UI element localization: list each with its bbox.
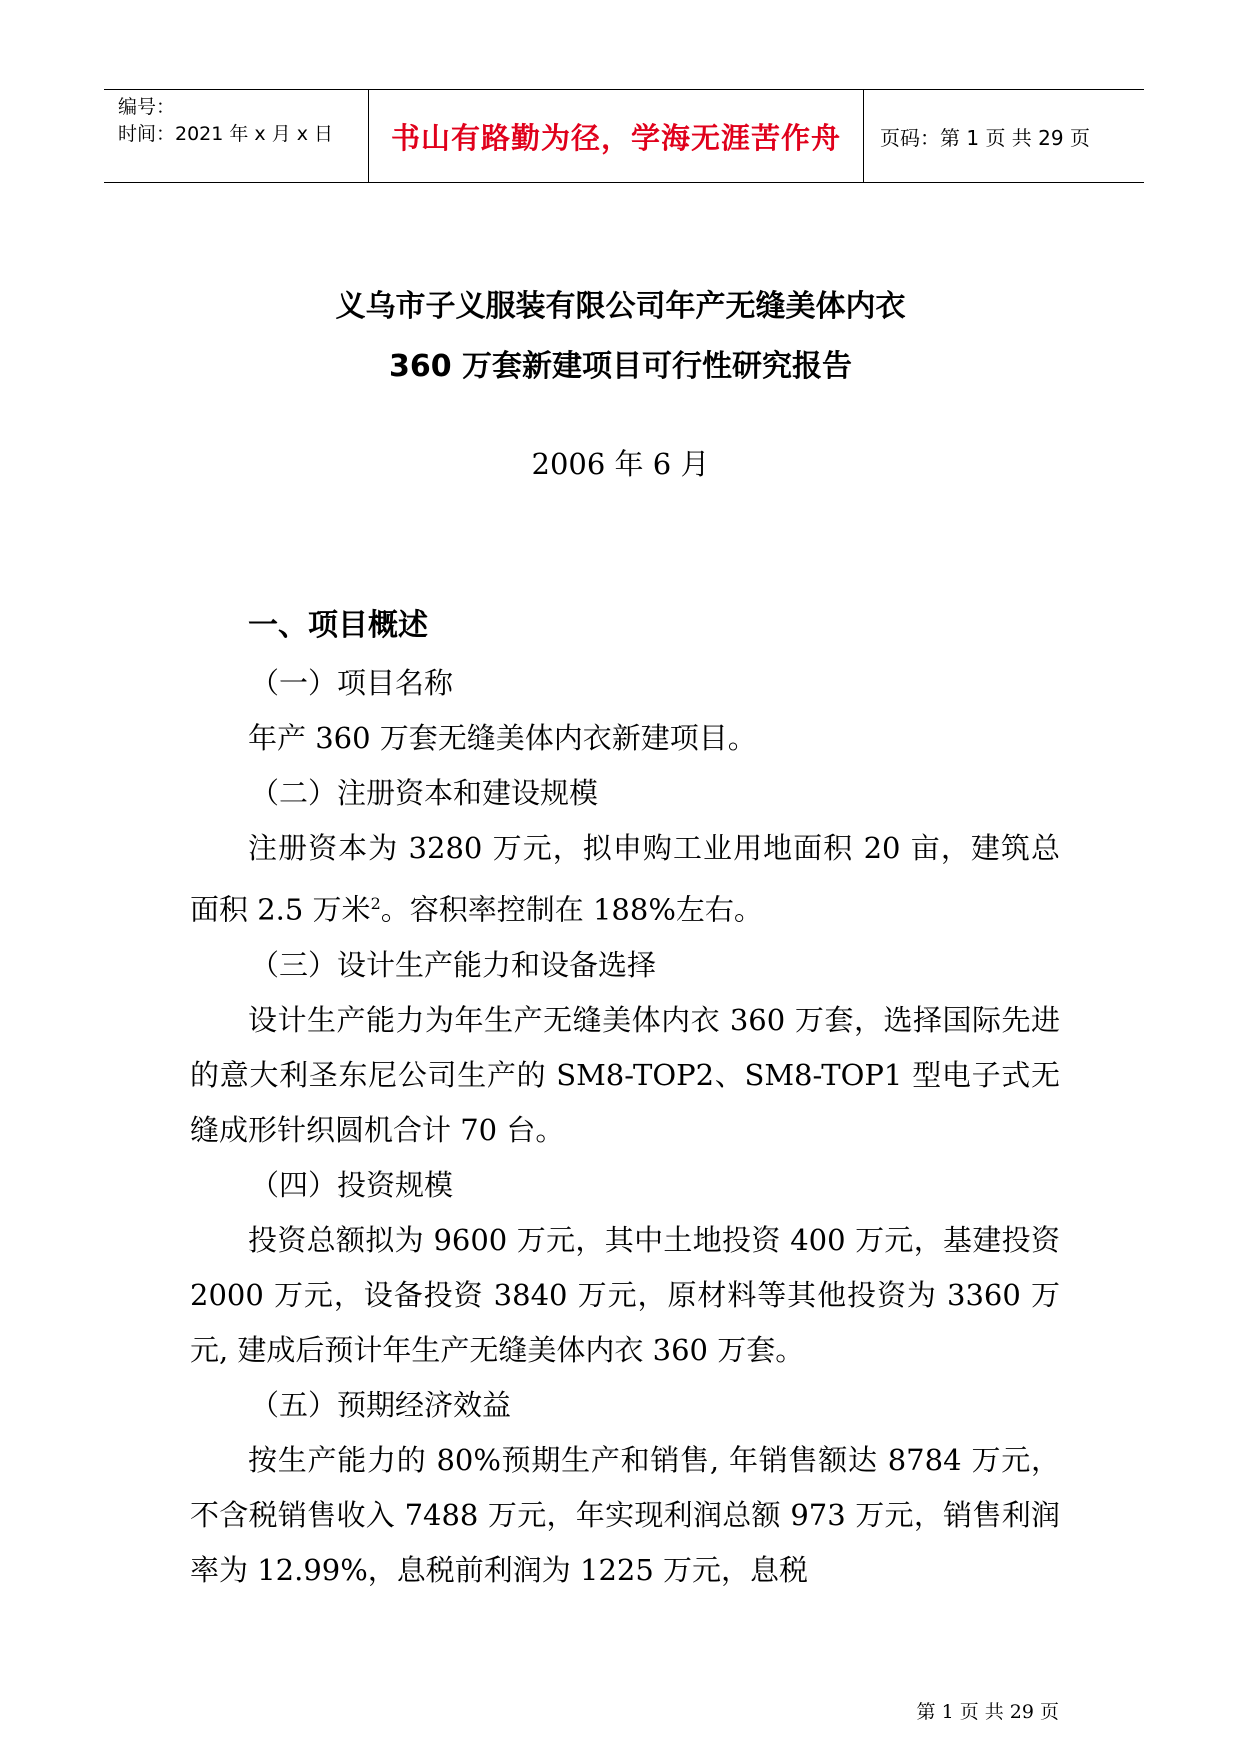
- page-header: [104, 89, 1144, 183]
- subheading-5: （五）预期经济效益: [250, 1387, 512, 1422]
- paragraph-1: 年产 360 万套无缝美体内衣新建项目。: [248, 721, 757, 755]
- time-label: 时间：2021 年 x 月 x 日: [118, 123, 334, 145]
- motto-text: 书山有路勤为径，学海无涯苦作舟: [390, 120, 841, 155]
- paragraph-3: 设计生产能力为年生产无缝美体内衣 360 万套，选择国际先进的意大利圣东尼公司生产的 SM8-TOP2、SM8-TOP1 型电子式无缝成形针织圆机合计 70 台。: [190, 1002, 1060, 1147]
- superscript-2: 2: [370, 894, 381, 913]
- header-meta: [118, 90, 368, 182]
- title-line-2: 360 万套新建项目可行性研究报告: [388, 349, 853, 384]
- document-body: [190, 600, 1060, 1598]
- paragraph-5: 按生产能力的 80%预期生产和销售, 年销售额达 8784 万元，不含税销售收入 7488 万元，年实现利润总额 973 万元，销售利润率为 12.99%，息税前利润为 1225 万元，息税: [190, 1442, 1060, 1587]
- paragraph-2-text-b: 。容积率控制在 188%左右。: [380, 892, 763, 927]
- paragraph-2-text-a: 注册资本为 3280 万元，拟申购工业用地面积 20 亩，建筑总面积 2.5 万米: [190, 831, 1060, 927]
- header-page-info: [862, 90, 1144, 182]
- document-title: [0, 277, 1241, 397]
- paragraph-4: 投资总额拟为 9600 万元，其中土地投资 400 万元，基建投资 2000 万元，设备投资 3840 万元，原材料等其他投资为 3360 万元, 建成后预计年生产无缝美体内衣 360 万套。: [190, 1222, 1060, 1367]
- header-motto-cell: [368, 90, 864, 182]
- title-line-1: 义乌市子义服装有限公司年产无缝美体内衣: [335, 289, 906, 324]
- number-label: 编号：: [118, 96, 176, 118]
- subheading-2: （二）注册资本和建设规模: [250, 776, 599, 810]
- subheading-4: （四）投资规模: [250, 1167, 454, 1202]
- subheading-3: （三）设计生产能力和设备选择: [250, 947, 657, 982]
- section-heading: 一、项目概述: [248, 608, 428, 643]
- paragraph-2: [190, 821, 1060, 938]
- page-info-text: 页码：第 1 页 共 29 页: [880, 125, 1090, 150]
- subheading-1: （一）项目名称: [250, 666, 454, 700]
- document-date: 2006 年 6 月: [531, 447, 710, 481]
- page-footer: 第 1 页 共 29 页: [916, 1701, 1059, 1723]
